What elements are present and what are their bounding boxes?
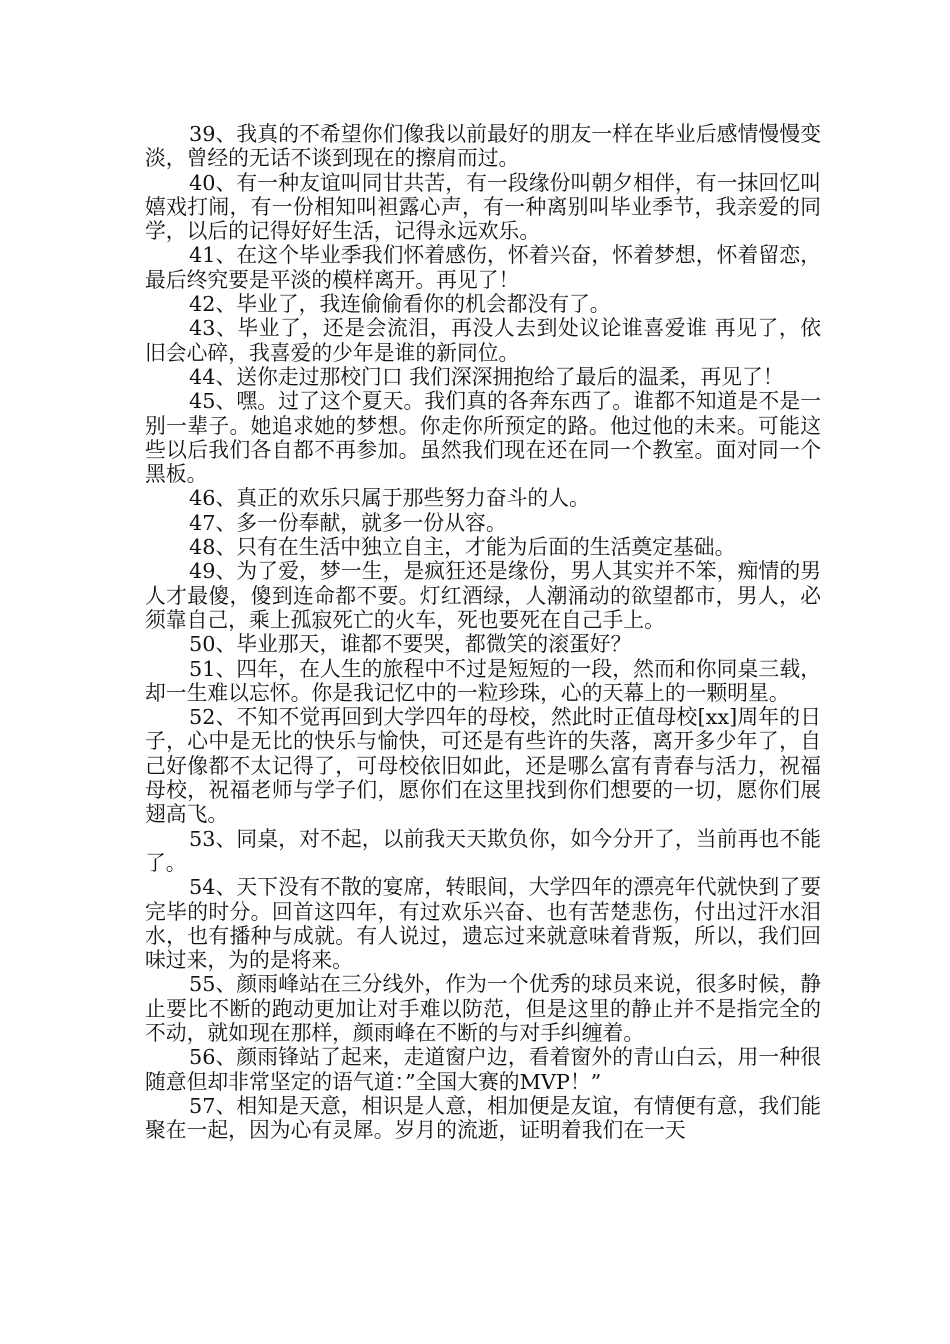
paragraph-54: 54、天下没有不散的宴席，转眼间，大学四年的漂亮年代就快到了要完毕的时分。回首这四年，有过欢乐兴奋、也有苦楚悲伤，付出过汗水泪水，也有播种与成就。有人说过，遗忘过来就意味着背叛，所以，我们回味过来，为的是将来。: [145, 875, 821, 973]
paragraph-55: 55、颜雨峰站在三分线外，作为一个优秀的球员来说，很多时候，静止要比不断的跑动更加让对手难以防范，但是这里的静止并不是指完全的不动，就如现在那样，颜雨峰在不断的与对手纠缠着。: [145, 972, 821, 1045]
paragraph-53: 53、同桌，对不起，以前我天天欺负你，如今分开了，当前再也不能了。: [145, 826, 821, 875]
paragraph-50: 50、毕业那天，谁都不要哭，都微笑的滚蛋好？: [189, 632, 632, 657]
document-body: [145, 122, 821, 1142]
paragraph-44: 44、送你走过那校门口 我们深深拥抱给了最后的温柔，再见了！: [189, 364, 784, 389]
paragraph-48: 48、只有在生活中独立自主，才能为后面的生活奠定基础。: [189, 535, 736, 560]
paragraph-42: 42、毕业了，我连偷偷看你的机会都没有了。: [189, 292, 611, 317]
paragraph-52: 52、不知不觉再回到大学四年的母校，然此时正值母校[xx]周年的日子，心中是无比的快乐与愉快，可还是有些许的失落，离开多少年了，自己好像都不太记得了，可母校依旧如此，还是哪么富有青春与活力，祝福母校，祝福老师与学子们，愿你们在这里找到你们想要的一切，愿你们展翅高飞。: [145, 705, 821, 827]
paragraph-41: 41、在这个毕业季我们怀着感伤，怀着兴奋，怀着梦想，怀着留恋，最后终究要是平淡的模样离开。再见了！: [145, 243, 821, 292]
paragraph-51: 51、四年，在人生的旅程中不过是短短的一段，然而和你同桌三载，却一生难以忘怀。你是我记忆中的一粒珍珠，心的天幕上的一颗明星。: [145, 656, 821, 705]
paragraph-47: 47、多一份奉献，就多一份从容。: [189, 510, 507, 535]
paragraph-39: 39、我真的不希望你们像我以前最好的朋友一样在毕业后感情慢慢变淡，曾经的无话不谈到现在的擦肩而过。: [145, 122, 821, 171]
paragraph-46: 46、真正的欢乐只属于那些努力奋斗的人。: [189, 486, 590, 511]
paragraph-45: 45、嘿。过了这个夏天。我们真的各奔东西了。谁都不知道是不是一别一辈子。她追求她的梦想。你走你所预定的路。他过他的未来。可能这些以后我们各自都不再参加。虽然我们现在还在同一个教室。面对同一个黑板。: [145, 389, 821, 487]
paragraph-40: 40、有一种友谊叫同甘共苦，有一段缘份叫朝夕相伴，有一抹回忆叫嬉戏打闹，有一份相知叫袒露心声，有一种离别叫毕业季节，我亲爱的同学，以后的记得好好生活，记得永远欢乐。: [145, 170, 821, 244]
paragraph-56: 56、颜雨锋站了起来，走道窗户边，看着窗外的青山白云，用一种很随意但却非常坚定的语气道：”全国大赛的MVP！”: [145, 1045, 821, 1094]
paragraph-57: 57、相知是天意，相识是人意，相加便是友谊，有情便有意，我们能聚在一起，因为心有灵犀。岁月的流逝，证明着我们在一天: [145, 1093, 821, 1143]
paragraph-49: 49、为了爱，梦一生，是疯狂还是缘份，男人其实并不笨，痴情的男人才最傻，傻到连命都不要。灯红酒绿，人潮涌动的欲望都市，男人，必须靠自己，乘上孤寂死亡的火车，死也要死在自己手上。: [145, 559, 821, 632]
paragraph-43: 43、毕业了，还是会流泪，再没人去到处议论谁喜爱谁 再见了，依旧会心碎，我喜爱的少年是谁的新同位。: [145, 316, 821, 365]
